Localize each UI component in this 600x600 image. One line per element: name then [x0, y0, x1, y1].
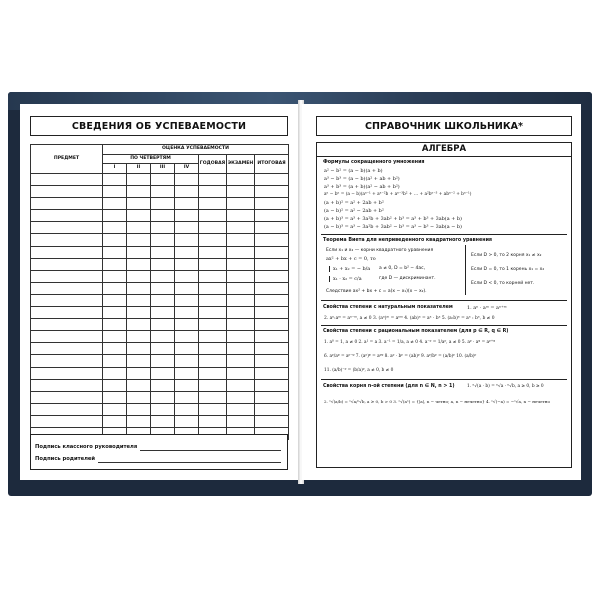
grade-cell[interactable] [255, 367, 289, 379]
grade-cell[interactable] [227, 379, 255, 391]
grade-cell[interactable] [175, 331, 199, 343]
grade-cell[interactable] [227, 282, 255, 294]
grade-cell[interactable] [175, 258, 199, 270]
grade-cell[interactable] [127, 355, 151, 367]
parents-signature-line[interactable] [35, 456, 281, 463]
formula-line: (a − b)³ = a³ − 3a²b + 3ab² − b³ = a³ − b³ − 3ab(a − b) [324, 224, 462, 230]
grade-cell[interactable] [103, 343, 127, 355]
vieta-corollary: Следствие ax² + bx + c = a(x − x₁)(x − x₂). [326, 289, 427, 294]
grade-cell[interactable] [199, 210, 227, 222]
power-rule: 2. aⁿ:aᵐ = aⁿ⁻ᵐ, a ≠ 0 3. (aⁿ)ᵐ = aⁿᵐ 4. (ab)ⁿ = aⁿ · bⁿ 5. (a:b)ⁿ = aⁿ : bⁿ, b ≠ 0 [324, 316, 495, 321]
grade-cell[interactable] [175, 222, 199, 234]
grade-cell[interactable] [255, 403, 289, 415]
table-row [31, 391, 289, 403]
grade-cell[interactable] [255, 319, 289, 331]
grade-cell[interactable] [199, 367, 227, 379]
grade-cell[interactable] [151, 415, 175, 427]
quarter-1: I [103, 164, 127, 174]
subject-cell[interactable] [31, 222, 103, 234]
grade-cell[interactable] [227, 307, 255, 319]
grade-cell[interactable] [103, 415, 127, 427]
subject-cell[interactable] [31, 234, 103, 246]
grade-cell[interactable] [255, 355, 289, 367]
table-row [31, 307, 289, 319]
grade-cell[interactable] [199, 343, 227, 355]
grades-heading: СВЕДЕНИЯ ОБ УСПЕВАЕМОСТИ [30, 116, 288, 136]
grade-cell[interactable] [175, 355, 199, 367]
grade-cell[interactable] [199, 415, 227, 427]
formula-line: (a + b)³ = a³ + 3a²b + 3ab² + b³ = a³ + b³ + 3ab(a + b) [324, 216, 462, 222]
grade-cell[interactable] [103, 294, 127, 306]
discriminant-case: Если D > 0, то 2 корня x₁ ≠ x₂ [471, 253, 542, 258]
grade-cell[interactable] [151, 282, 175, 294]
grade-cell[interactable] [227, 198, 255, 210]
grade-cell[interactable] [127, 367, 151, 379]
subject-cell[interactable] [31, 343, 103, 355]
grade-cell[interactable] [255, 210, 289, 222]
grade-cell[interactable] [199, 222, 227, 234]
divider [321, 300, 567, 301]
vieta-line: ax² + bx + c = 0, то [326, 256, 376, 262]
grade-cell[interactable] [127, 234, 151, 246]
grade-cell[interactable] [103, 210, 127, 222]
algebra-box [316, 142, 572, 468]
grade-cell[interactable] [175, 234, 199, 246]
grade-cell[interactable] [175, 174, 199, 186]
grade-cell[interactable] [255, 331, 289, 343]
grade-cell[interactable] [127, 186, 151, 198]
grades-table [30, 144, 288, 422]
grade-cell[interactable] [199, 234, 227, 246]
grade-cell[interactable] [175, 391, 199, 403]
subject-cell[interactable] [31, 415, 103, 427]
grade-cell[interactable] [175, 415, 199, 427]
grade-cell[interactable] [151, 174, 175, 186]
algebra-title: АЛГЕБРА [317, 143, 571, 157]
grade-cell[interactable] [103, 403, 127, 415]
subject-cell[interactable] [31, 367, 103, 379]
grade-cell[interactable] [151, 355, 175, 367]
grade-cell[interactable] [151, 367, 175, 379]
table-row [31, 403, 289, 415]
grade-cell[interactable] [227, 174, 255, 186]
grade-cell[interactable] [255, 246, 289, 258]
teacher-signature-line[interactable] [35, 444, 281, 451]
grade-cell[interactable] [199, 319, 227, 331]
grade-cell[interactable] [227, 294, 255, 306]
table-row [31, 379, 289, 391]
table-row [31, 355, 289, 367]
grade-cell[interactable] [199, 282, 227, 294]
grade-cell[interactable] [103, 222, 127, 234]
table-row [31, 294, 289, 306]
parents-signature-label: Подпись родителей [35, 456, 96, 462]
grade-cell[interactable] [103, 379, 127, 391]
grade-cell[interactable] [127, 210, 151, 222]
grade-cell[interactable] [103, 174, 127, 186]
table-row [31, 186, 289, 198]
year-header: ГОДОВАЯ [199, 155, 227, 174]
section-vieta: Теорема Виета для неприведенного квадратного уравнения [323, 238, 493, 243]
grade-cell[interactable] [255, 282, 289, 294]
grade-cell[interactable] [227, 222, 255, 234]
grade-cell[interactable] [227, 234, 255, 246]
grade-cell[interactable] [255, 222, 289, 234]
grade-cell[interactable] [227, 415, 255, 427]
grade-cell[interactable] [151, 222, 175, 234]
grade-cell[interactable] [127, 282, 151, 294]
grade-cell[interactable] [127, 403, 151, 415]
formula-line: a³ + b³ = (a + b)(a² − ab + b²) [324, 184, 400, 190]
grade-cell[interactable] [227, 355, 255, 367]
grade-cell[interactable] [199, 379, 227, 391]
grade-cell[interactable] [103, 307, 127, 319]
grade-cell[interactable] [199, 391, 227, 403]
subject-cell[interactable] [31, 403, 103, 415]
grade-cell[interactable] [151, 198, 175, 210]
section-rational-powers: Свойства степени с рациональным показателем (для p ∈ R, q ∈ R) [323, 329, 509, 334]
grade-cell[interactable] [227, 403, 255, 415]
discriminant-case: Если D < 0, то корней нет. [471, 281, 535, 286]
grade-cell[interactable] [151, 270, 175, 282]
grade-cell[interactable] [227, 270, 255, 282]
subject-cell[interactable] [31, 258, 103, 270]
grade-cell[interactable] [227, 391, 255, 403]
formula-line: a² − b² = (a − b)(a + b) [324, 168, 383, 174]
grade-cell[interactable] [103, 367, 127, 379]
section-natural-powers: Свойства степени с натуральным показателем [323, 305, 453, 310]
table-row [31, 258, 289, 270]
vieta-line: где D — дискриминант. [379, 276, 436, 281]
grade-cell[interactable] [151, 379, 175, 391]
grade-cell[interactable] [175, 186, 199, 198]
grade-cell[interactable] [255, 307, 289, 319]
grade-cell[interactable] [103, 258, 127, 270]
grade-cell[interactable] [151, 246, 175, 258]
grade-cell[interactable] [103, 331, 127, 343]
section-multiplication: Формулы сокращенного умножения [323, 160, 425, 165]
quarters-header: ПО ЧЕТВЕРТЯМ [103, 155, 199, 164]
formula-line: (a − b)² = a² − 2ab + b² [324, 208, 384, 214]
subject-cell[interactable] [31, 391, 103, 403]
table-row [31, 367, 289, 379]
grade-cell[interactable] [151, 331, 175, 343]
grade-cell[interactable] [255, 258, 289, 270]
grade-cell[interactable] [199, 331, 227, 343]
divider [321, 379, 567, 380]
grade-cell[interactable] [255, 198, 289, 210]
quarter-2: II [127, 164, 151, 174]
table-row [31, 210, 289, 222]
discriminant-case: Если D = 0, то 1 корень x₁ = x₂ [471, 267, 545, 272]
subject-header: ПРЕДМЕТ [31, 145, 103, 174]
grade-cell[interactable] [103, 198, 127, 210]
grade-cell[interactable] [175, 307, 199, 319]
vieta-divider [465, 245, 466, 295]
grade-cell[interactable] [227, 319, 255, 331]
grade-cell[interactable] [227, 343, 255, 355]
subject-cell[interactable] [31, 379, 103, 391]
divider [321, 325, 567, 326]
table-row [31, 331, 289, 343]
grade-cell[interactable] [255, 294, 289, 306]
grade-cell[interactable] [255, 270, 289, 282]
teacher-signature-label: Подпись классного руководителя [35, 444, 138, 450]
grade-cell[interactable] [127, 331, 151, 343]
table-row [31, 222, 289, 234]
right-page [302, 104, 581, 480]
grade-cell[interactable] [199, 258, 227, 270]
grade-cell[interactable] [127, 174, 151, 186]
exam-header: ЭКЗАМЕН [227, 155, 255, 174]
grade-cell[interactable] [127, 343, 151, 355]
power-rule: 1. aⁿ · aᵐ = aⁿ⁺ᵐ [467, 305, 507, 311]
grade-cell[interactable] [227, 258, 255, 270]
grade-cell[interactable] [199, 294, 227, 306]
grade-cell[interactable] [127, 415, 151, 427]
vieta-sum: x₁ + x₂ = − b/a [329, 266, 370, 272]
grade-cell[interactable] [103, 186, 127, 198]
grade-cell[interactable] [199, 307, 227, 319]
grade-cell[interactable] [151, 307, 175, 319]
subject-cell[interactable] [31, 174, 103, 186]
grade-cell[interactable] [151, 343, 175, 355]
grade-cell[interactable] [199, 246, 227, 258]
grade-cell[interactable] [151, 403, 175, 415]
grade-cell[interactable] [151, 391, 175, 403]
grade-cell[interactable] [127, 246, 151, 258]
subject-cell[interactable] [31, 319, 103, 331]
table-row [31, 198, 289, 210]
grade-cell[interactable] [255, 343, 289, 355]
table-row [31, 319, 289, 331]
grade-cell[interactable] [175, 379, 199, 391]
vieta-line: Если x₁ и x₂ — корни квадратного уравнения [326, 248, 434, 253]
grade-cell[interactable] [103, 319, 127, 331]
rational-rule: 11. (a/b)⁻ᵖ = (b/a)ᵖ, a ≠ 0, b ≠ 0 [324, 368, 394, 373]
formula-line: (a + b)² = a² + 2ab + b² [324, 200, 384, 206]
table-row [31, 270, 289, 282]
grade-cell[interactable] [103, 270, 127, 282]
grade-cell[interactable] [127, 391, 151, 403]
grade-cell[interactable] [127, 198, 151, 210]
grade-cell[interactable] [151, 258, 175, 270]
grade-cell[interactable] [175, 246, 199, 258]
formula-line: a³ − b³ = (a − b)(a² + ab + b²) [324, 176, 400, 182]
grade-cell[interactable] [103, 355, 127, 367]
grade-cell[interactable] [175, 343, 199, 355]
grade-cell[interactable] [227, 246, 255, 258]
reference-heading: СПРАВОЧНИК ШКОЛЬНИКА* [316, 116, 572, 136]
root-rule: 2. ⁿ√(a/b) = ⁿ√a/ⁿ√b, a ≥ 0, b > 0 3. ⁿ√(aⁿ) = {|a|, n − четно; a, n − нечетно} 4. ⁿ√(−a) = −ⁿ√a, n − нечетно [324, 399, 550, 404]
grade-cell[interactable] [127, 270, 151, 282]
grade-cell[interactable] [127, 258, 151, 270]
grade-cell[interactable] [175, 294, 199, 306]
grade-cell[interactable] [151, 234, 175, 246]
grade-cell[interactable] [255, 379, 289, 391]
table-row [31, 174, 289, 186]
grade-cell[interactable] [175, 270, 199, 282]
grade-cell[interactable] [175, 282, 199, 294]
rational-rule: 6. aᵖ/aᵠ = aᵖ⁻ᵠ 7. (aᵖ)ᵠ = aᵖᵠ 8. aᵖ · bᵖ = (ab)ᵖ 9. aᵖ/bᵖ = (a/b)ᵖ 10. (a/b)ᵖ [324, 354, 477, 359]
subject-cell[interactable] [31, 331, 103, 343]
grade-cell[interactable] [151, 319, 175, 331]
grade-cell[interactable] [199, 198, 227, 210]
grade-cell[interactable] [127, 379, 151, 391]
grade-cell[interactable] [103, 234, 127, 246]
grade-cell[interactable] [199, 186, 227, 198]
table-row [31, 246, 289, 258]
subject-cell[interactable] [31, 294, 103, 306]
grade-cell[interactable] [175, 403, 199, 415]
divider [321, 234, 567, 235]
grade-cell[interactable] [255, 415, 289, 427]
quarter-3: III [151, 164, 175, 174]
table-row [31, 234, 289, 246]
subject-cell[interactable] [31, 282, 103, 294]
quarter-4: IV [175, 164, 199, 174]
table-row [31, 282, 289, 294]
grade-cell[interactable] [227, 367, 255, 379]
rational-rule: 1. a⁰ = 1, a ≠ 0 2. a¹ = a 3. a⁻¹ = 1/a, a ≠ 0 4. a⁻ᵖ = 1/aᵖ, a ≠ 0 5. aᵖ · aᵠ = aᵖ⁺ᵠ [324, 340, 495, 345]
subject-cell[interactable] [31, 355, 103, 367]
grade-cell[interactable] [255, 391, 289, 403]
subject-cell[interactable] [31, 246, 103, 258]
section-roots: Свойства корня n-ой степени (для n ∈ N, n > 1) [323, 384, 455, 389]
grade-cell[interactable] [127, 222, 151, 234]
subject-cell[interactable] [31, 186, 103, 198]
subject-cell[interactable] [31, 210, 103, 222]
left-page [20, 104, 300, 480]
grade-cell[interactable] [175, 319, 199, 331]
root-rule: 1. ⁿ√(a · b) = ⁿ√a · ⁿ√b, a ≥ 0, b ≥ 0 [467, 384, 544, 389]
vieta-product: x₁ · x₂ = c/a [329, 276, 362, 282]
formula-line: aⁿ − bⁿ = (a − b)(aⁿ⁻¹ + aⁿ⁻²b + aⁿ⁻³b² + … + a²bⁿ⁻³ + abⁿ⁻² + bⁿ⁻¹) [324, 192, 472, 197]
grade-cell[interactable] [151, 186, 175, 198]
grades-header: ОЦЕНКА УСПЕВАЕМОСТИ [103, 145, 289, 155]
grade-cell[interactable] [255, 174, 289, 186]
grade-cell[interactable] [255, 234, 289, 246]
grade-cell[interactable] [227, 210, 255, 222]
table-row [31, 415, 289, 427]
final-header: ИТОГОВАЯ [255, 155, 289, 174]
grade-cell[interactable] [151, 210, 175, 222]
subject-cell[interactable] [31, 270, 103, 282]
grade-cell[interactable] [103, 246, 127, 258]
grade-cell[interactable] [175, 367, 199, 379]
grade-cell[interactable] [175, 198, 199, 210]
grade-cell[interactable] [199, 403, 227, 415]
grade-cell[interactable] [127, 319, 151, 331]
signatures-box [30, 434, 288, 470]
grade-cell[interactable] [227, 331, 255, 343]
grade-cell[interactable] [255, 186, 289, 198]
grade-cell[interactable] [103, 391, 127, 403]
grade-cell[interactable] [175, 210, 199, 222]
grade-cell[interactable] [151, 294, 175, 306]
grade-cell[interactable] [127, 307, 151, 319]
grade-cell[interactable] [103, 282, 127, 294]
subject-cell[interactable] [31, 307, 103, 319]
grade-cell[interactable] [227, 186, 255, 198]
grade-cell[interactable] [127, 294, 151, 306]
grade-cell[interactable] [199, 270, 227, 282]
vieta-line: a ≠ 0, D = b² − 4ac, [379, 266, 426, 271]
subject-cell[interactable] [31, 198, 103, 210]
grade-cell[interactable] [199, 174, 227, 186]
table-row [31, 343, 289, 355]
grade-cell[interactable] [199, 355, 227, 367]
